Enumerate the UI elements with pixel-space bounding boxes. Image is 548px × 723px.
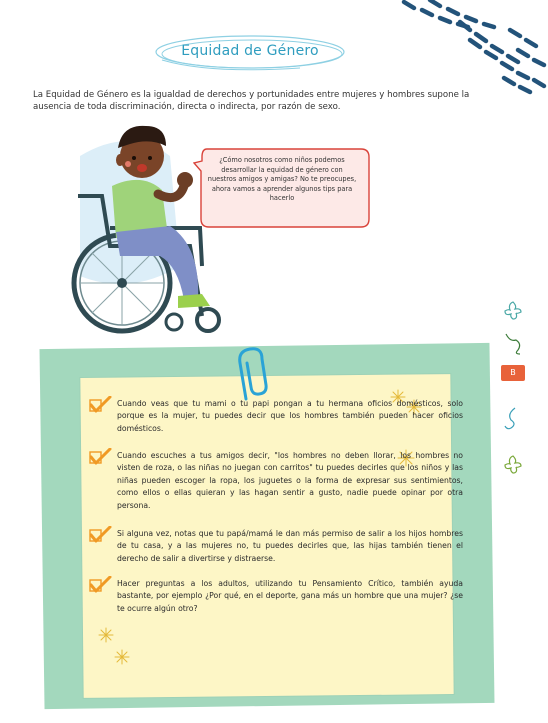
sparkle-icon xyxy=(96,626,132,670)
tip-text: Cuando veas que tu mami o tu papi pongan a tu hermana oficios domésticos, solo porque es la mujer, tu puedes decir que los hombres también pueden hacer oficios domésticos. xyxy=(117,399,463,433)
check-icon xyxy=(88,526,112,544)
flower-icon xyxy=(502,454,524,476)
side-nav xyxy=(498,298,528,478)
side-tab-b[interactable]: B xyxy=(501,365,525,381)
squiggle-icon xyxy=(503,406,523,432)
squiggle-icon xyxy=(504,332,524,356)
paperclip-icon xyxy=(232,333,272,403)
title-banner xyxy=(150,30,350,76)
dashes-decoration xyxy=(400,0,548,100)
tip-text: Cuando escuches a tus amigos decir, "los hombres no deben llorar, los hombres no visten de roza, o las niñas no juegan con carritos" tu puedes decirles que los niños y las niñas pueden escoger la ropa, los juguetes o la forma de expresar sus sentimientos, como ellos o ellas quieran y las hagan sentir a gusto, nadie puede opinar por otra persona. xyxy=(117,451,463,510)
tip-text: Hacer preguntas a los adultos, utilizando tu Pensamiento Crítico, también ayuda bastante, por ejemplo ¿Por qué, en el deporte, gana más un hombre que una mujer? ¿se te ocurre algún otro? xyxy=(117,579,463,613)
bubble-text: ¿Cómo nosotros como niños podemos desarrollar la equidad de género con nuestros amigos y amigas? No te preocupes, ahora vamos a aprender algunos tips para hacerlo xyxy=(207,156,357,203)
page-title: Equidad de Género xyxy=(181,43,319,59)
check-icon xyxy=(88,396,112,414)
check-icon xyxy=(88,576,112,594)
tip-text: Si alguna vez, notas que tu papá/mamá le dan más permiso de salir a los hijos hombres de tu casa, y a las mujeres no, tu puedes decirles que, las hijas también tienen el derecho de salir a divertirse y distraerse. xyxy=(117,529,463,563)
intro-paragraph: La Equidad de Género es la igualdad de derechos y portunidades entre mujeres y hombres supone la ausencia de toda discriminación, directa o indirecta, por razón de sexo. xyxy=(33,90,470,112)
check-icon xyxy=(88,448,112,466)
speech-bubble xyxy=(193,145,371,230)
flower-icon xyxy=(502,300,524,322)
